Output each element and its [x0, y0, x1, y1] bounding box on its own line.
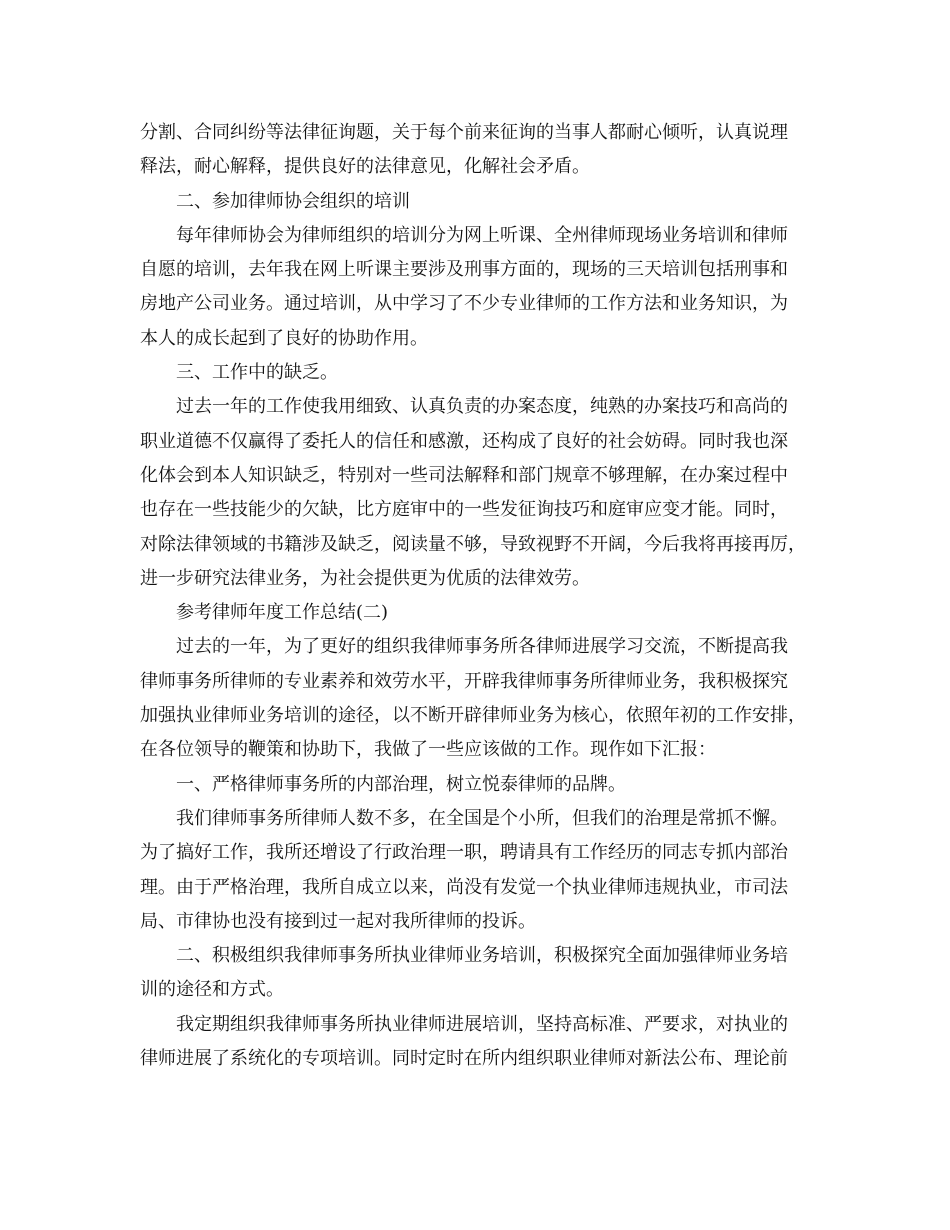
paragraph: [140, 219, 822, 253]
paragraph: [140, 425, 822, 596]
paragraph: [140, 390, 822, 424]
text-line: 二、参加律师协会组织的培训: [176, 190, 410, 212]
text-line: 我定期组织我律师事务所执业律师进展培训，坚持高标准、严要求，对执业的: [176, 1013, 788, 1035]
paragraph: [140, 973, 822, 1007]
paragraph: [140, 596, 822, 630]
text-line: 参考律师年度工作总结(二): [176, 602, 389, 624]
text-line: 分割、合同纠纷等法律征询题，关于每个前来征询的当事人都耐心倾听，认真说理: [140, 122, 788, 143]
text-line: 加强执业律师业务培训的途径，以不断开辟律师业务为核心，依照年初的工作安排，: [140, 705, 806, 727]
text-line: 三、工作中的缺乏。: [176, 362, 338, 384]
paragraph: [140, 1042, 822, 1076]
text-line: 训的途径和方式。: [140, 979, 284, 1001]
paragraph: [140, 665, 822, 768]
paragraph: [140, 939, 822, 973]
paragraph: [140, 1008, 822, 1042]
text-line: 对除法律领域的书籍涉及缺乏，阅读量不够，导致视野不开阔，今后我将再接再厉，: [140, 533, 806, 555]
text-line: 房地产公司业务。通过培训，从中学习了不少专业律师的工作方法和业务知识，为: [140, 293, 788, 315]
text-line: 一、严格律师事务所的内部治理，树立悦泰律师的品牌。: [176, 773, 626, 795]
text-line: 每年律师协会为律师组织的培训分为网上听课、全州律师现场业务培训和律师: [176, 224, 788, 246]
text-line: 在各位领导的鞭策和协助下，我做了一些应该做的工作。现作如下汇报：: [140, 739, 716, 761]
text-line: 过去一年的工作使我用细致、认真负责的办案态度，纯熟的办案技巧和高尚的: [176, 396, 788, 418]
text-line: 二、积极组织我律师事务所执业律师业务培训，积极探究全面加强律师业务培: [176, 945, 788, 967]
text-line: 律师事务所律师的专业素养和效劳水平，开辟我律师事务所律师业务，我积极探究: [140, 670, 788, 692]
paragraph: [140, 356, 822, 390]
paragraph: [140, 116, 822, 185]
paragraph: [140, 768, 822, 802]
text-line: 本人的成长起到了良好的协助作用。: [140, 327, 428, 349]
paragraph: [140, 802, 822, 836]
paragraph: [140, 836, 822, 939]
text-line: 自愿的培训，去年我在网上听课主要涉及刑事方面的，现场的三天培训包括刑事和: [140, 259, 788, 281]
document-body: [140, 116, 822, 1076]
paragraph: [140, 253, 822, 356]
text-line: 释法，耐心解释，提供良好的法律意见，化解社会矛盾。: [140, 156, 590, 178]
text-line: 进一步研究法律业务，为社会提供更为优质的法律效劳。: [140, 567, 590, 589]
text-line: 也存在一些技能少的欠缺，比方庭审中的一些发征询技巧和庭审应变才能。同时，: [140, 499, 788, 521]
text-line: 过去的一年，为了更好的组织我律师事务所各律师进展学习交流，不断提高我: [176, 636, 788, 658]
text-line: 化体会到本人知识缺乏，特别对一些司法解释和部门规章不够理解，在办案过程中: [140, 464, 788, 486]
paragraph: [140, 630, 822, 664]
text-line: 我们律师事务所律师人数不多，在全国是个小所，但我们的治理是常抓不懈。: [176, 807, 788, 829]
text-line: 职业道德不仅赢得了委托人的信任和感激，还构成了良好的社会妨碍。同时我也深: [140, 430, 788, 452]
paragraph: [140, 185, 822, 219]
text-line: 律师进展了系统化的专项培训。同时定时在所内组织职业律师对新法公布、理论前: [140, 1048, 788, 1070]
text-line: 理。由于严格治理，我所自成立以来，尚没有发觉一个执业律师违规执业，市司法: [140, 876, 788, 898]
text-line: 为了搞好工作，我所还增设了行政治理一职，聘请具有工作经历的同志专抓内部治: [140, 842, 788, 864]
text-line: 局、市律协也没有接到过一起对我所律师的投诉。: [140, 910, 536, 932]
